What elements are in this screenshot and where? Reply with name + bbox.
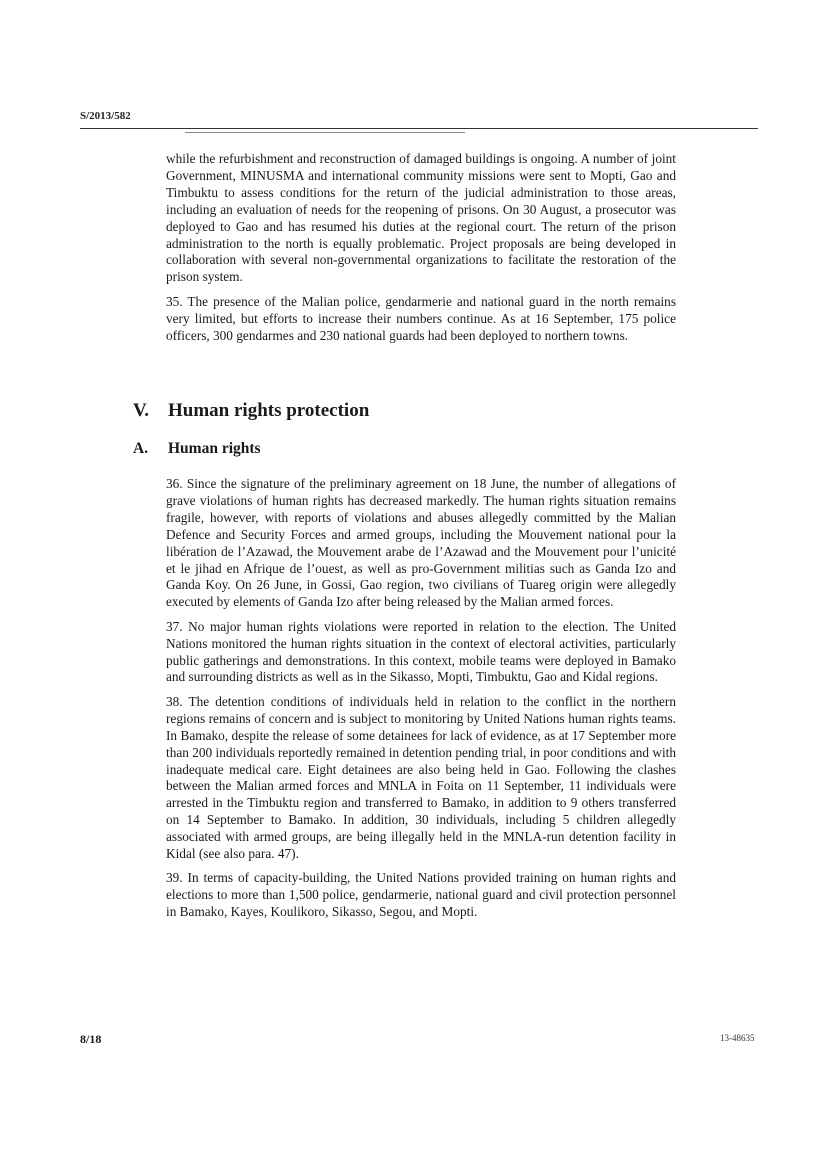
header-rule-secondary — [185, 132, 465, 133]
paragraph-38: 38. The detention conditions of individuals held in relation to the conflict in the northern regions remains of concern and is subject to monitoring by United Nations human rights teams. In Bamako, despite the release of some detainees for lack of evidence, as at 17 September more than 200 individuals reportedly remained in detention pending trial, in poor conditions and with inadequate medical care. Eight detainees are also being held in Gao. Following the clashes between the Malian armed forces and MNLA in Foita on 11 September, 11 individuals were arrested in the Timbuktu region and transferred to Bamako, in addition to 9 others transferred on 14 September to Bamako. In addition, 30 individuals, including 5 children allegedly associated with armed groups, are being illegally held in the MNLA-run detention facility in Kidal (see also para. 47). — [166, 693, 676, 862]
section-title: Human rights protection — [168, 400, 370, 421]
body-text-block-1 — [166, 151, 676, 352]
job-number: 13-48635 — [720, 1033, 755, 1043]
paragraph-39: 39. In terms of capacity-building, the United Nations provided training on human rights and elections to more than 1,500 police, gendarmerie, national guard and civil protection personnel in Bamako, Kayes, Koulikoro, Sikasso, Segou, and Mopti. — [166, 870, 676, 920]
page-number: 8/18 — [80, 1032, 102, 1046]
paragraph-35: 35. The presence of the Malian police, gendarmerie and national guard in the north remains very limited, but efforts to increase their numbers continue. As at 16 September, 175 police officers, 300 gendarmes and 230 national guards had been deployed to northern towns. — [166, 293, 676, 343]
section-number: V. — [133, 400, 150, 421]
subsection-number: A. — [133, 440, 149, 457]
paragraph-37: 37. No major human rights violations were reported in relation to the election. The United Nations monitored the human rights situation in the context of electoral activities, particularly public gatherings and demonstrations. In this context, mobile teams were deployed in Bamako and surrounding districts as well as in the Sikasso, Mopti, Timbuktu, Gao and Kidal regions. — [166, 618, 676, 685]
body-text-block-2 — [166, 476, 676, 929]
paragraph-continuation: while the refurbishment and reconstruction of damaged buildings is ongoing. A number of joint Government, MINUSMA and international community missions were sent to Mopti, Gao and Timbuktu to assess conditions for the return of the judicial administration to those areas, including an evaluation of needs for the reopening of prisons. On 30 August, a prosecutor was deployed to Gao and has resumed his duties at the regional court. The return of the prison administration to the north is equally problematic. Project proposals are being developed in collaboration with several non-governmental organizations to facilitate the restoration of the prison system. — [166, 151, 676, 285]
header-rule — [80, 128, 758, 129]
section-heading — [133, 400, 369, 422]
paragraph-36: 36. Since the signature of the preliminary agreement on 18 June, the number of allegations of grave violations of human rights has decreased markedly. The human rights situation remains fragile, however, with reports of violations and abuses allegedly committed by the Malian Defence and Security Forces and armed groups, including the Mouvement national pour la libération de l’Azawad, the Mouvement arabe de l’Azawad and the Mouvement pour l’unicité et le jihad en Afrique de l’ouest, as well as pro-Government militias such as Ganda Izo and Ganda Koy. On 26 June, in Gossi, Gao region, two civilians of Tuareg origin were allegedly executed by elements of Ganda Izo after being released by the Malian armed forces. — [166, 476, 676, 610]
document-symbol: S/2013/582 — [80, 110, 131, 122]
subsection-heading — [133, 440, 261, 458]
subsection-title: Human rights — [168, 440, 261, 457]
